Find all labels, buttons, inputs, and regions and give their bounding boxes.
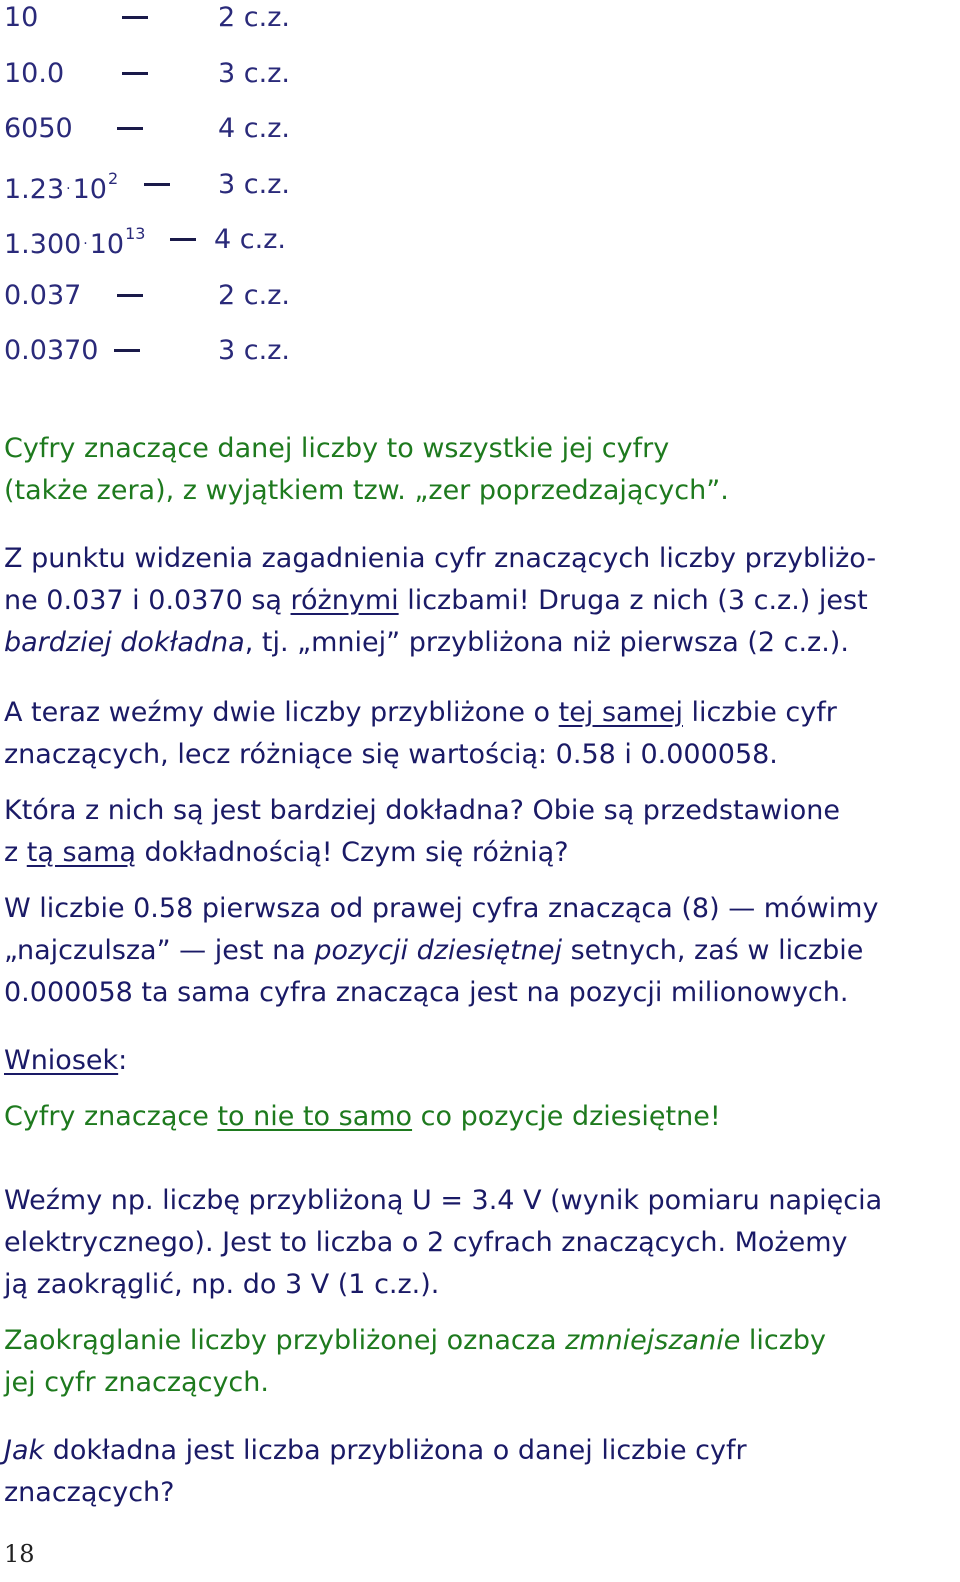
para2-line-1: A teraz weźmy dwie liczby przybliżone o tej samej liczbie cyfr bbox=[4, 697, 837, 728]
para6-line-2: jej cyfr znaczących. bbox=[4, 1367, 269, 1398]
example-row bbox=[4, 167, 424, 223]
para5-line-2: elektrycznego). Jest to liczba o 2 cyfrach znaczących. Możemy bbox=[4, 1227, 848, 1258]
para1-line-2: ne 0.037 i 0.0370 są różnymi liczbami! Druga z nich (3 c.z.) jest bbox=[4, 585, 868, 616]
para2-line-2: znaczących, lecz różniące się wartością: 0.58 i 0.000058. bbox=[4, 739, 778, 770]
para5-line-1: Weźmy np. liczbę przybliżoną U = 3.4 V (wynik pomiaru napięcia bbox=[4, 1185, 883, 1216]
example-sig-figs: 2 c.z. bbox=[218, 2, 290, 33]
example-number: 10.0 bbox=[4, 57, 65, 89]
example-row bbox=[4, 333, 424, 389]
dash bbox=[170, 238, 196, 241]
para3-line-1: Która z nich są jest bardziej dokładna? Obie są przedstawione bbox=[4, 795, 840, 826]
example-sig-figs: 4 c.z. bbox=[214, 224, 286, 255]
para6-line-1: Zaokrąglanie liczby przybliżonej oznacza zmniejszanie liczby bbox=[4, 1325, 827, 1356]
dash bbox=[122, 72, 148, 75]
example-row bbox=[4, 278, 424, 334]
example-sig-figs: 3 c.z. bbox=[218, 168, 290, 200]
conclusion-label: Wniosek: bbox=[4, 1045, 128, 1076]
example-row bbox=[4, 222, 424, 278]
dash bbox=[117, 127, 143, 130]
example-row bbox=[4, 0, 424, 56]
definition-line-1: Cyfry znaczące danej liczby to wszystkie jej cyfry bbox=[4, 433, 670, 464]
para4-line-1: W liczbie 0.58 pierwsza od prawej cyfra znacząca (8) — mówimy bbox=[4, 893, 879, 924]
definition-line-2: (także zera), z wyjątkiem tzw. „zer poprzedzających”. bbox=[4, 475, 729, 506]
question-line-1: Jak dokładna jest liczba przybliżona o danej liczbie cyfr bbox=[4, 1435, 747, 1466]
conclusion-statement: Cyfry znaczące to nie to samo co pozycje dziesiętne! bbox=[4, 1101, 721, 1132]
example-sig-figs: 4 c.z. bbox=[218, 113, 290, 144]
page-number: 18 bbox=[4, 1540, 35, 1568]
example-row bbox=[4, 111, 424, 167]
example-number: 10 bbox=[4, 2, 39, 33]
example-number: 0.0370 bbox=[4, 335, 99, 366]
significant-figures-examples bbox=[4, 0, 424, 389]
para3-line-2: z tą samą dokładnością! Czym się różnią? bbox=[4, 837, 569, 868]
dash bbox=[144, 183, 170, 186]
para1-line-3: bardziej dokładna, tj. „mniej” przybliżona niż pierwsza (2 c.z.). bbox=[4, 627, 849, 658]
example-number: $1.300 \cdot 10^{13}$ bbox=[4, 224, 146, 260]
example-sig-figs: 2 c.z. bbox=[218, 279, 290, 311]
para4-line-3: 0.000058 ta sama cyfra znacząca jest na pozycji milionowych. bbox=[4, 977, 849, 1008]
dash bbox=[117, 294, 143, 297]
dash bbox=[122, 16, 148, 19]
example-number: 6050 bbox=[4, 113, 73, 144]
example-sig-figs: 3 c.z. bbox=[218, 335, 290, 366]
example-number: $1.23 \cdot 10^2$ bbox=[4, 168, 119, 205]
para5-line-3: ją zaokrąglić, np. do 3 V (1 c.z.). bbox=[4, 1269, 440, 1300]
question-line-2: znaczących? bbox=[4, 1477, 175, 1508]
para4-line-2: „najczulsza” — jest na pozycji dziesiętnej setnych, zaś w liczbie bbox=[4, 935, 864, 966]
example-sig-figs: 3 c.z. bbox=[218, 57, 290, 89]
example-number: 0.037 bbox=[4, 279, 82, 311]
para1-line-1: Z punktu widzenia zagadnienia cyfr znaczących liczby przybliżo- bbox=[4, 543, 877, 574]
dash bbox=[114, 349, 140, 352]
example-row bbox=[4, 56, 424, 112]
